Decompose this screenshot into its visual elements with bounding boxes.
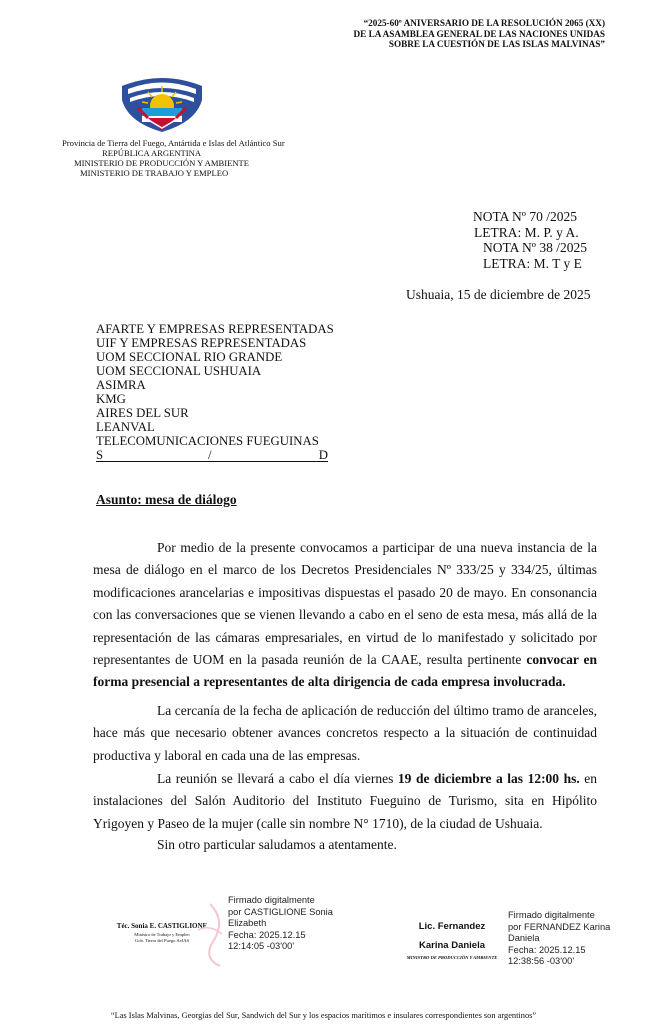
- paragraph-1: [93, 537, 597, 694]
- digital-line: Firmado digitalmente: [228, 895, 315, 905]
- recipient: TELECOMUNICACIONES FUEGUINAS: [96, 434, 319, 448]
- paragraph-bold: convocar en forma presencial a representantes de alta dirigencia de cada empresa involucrada.: [93, 652, 597, 690]
- letter-date: Ushuaia, 15 de diciembre de 2025: [406, 287, 591, 302]
- letter-ref-1: LETRA: M. P. y A.: [474, 225, 579, 240]
- motto-line: “2025-60º ANIVERSARIO DE LA RESOLUCIÓN 2065 (XX): [363, 18, 605, 28]
- recipient: UIF Y EMPRESAS REPRESENTADAS: [96, 336, 307, 350]
- ministry-line: MINISTERIO DE PRODUCCIÓN Y AMBIENTE: [74, 158, 250, 168]
- signature-name: Téc. Sonia E. CASTIGLIONE: [116, 922, 208, 930]
- signature-title: Ministro de Trabajo y Empleo: [134, 932, 190, 937]
- digital-signature-right: [508, 910, 610, 968]
- subject-line: Asunto: mesa de diálogo: [96, 492, 237, 507]
- letter-body-3: [93, 768, 597, 835]
- government-header: [62, 138, 285, 178]
- digital-line: Daniela: [508, 933, 540, 943]
- paragraph-text: Por medio de la presente convocamos a participar de una nueva instancia de la mesa de diálogo en el marco de los Decretos Presidenciales Nº 333/25 y 334/25, últimas modificaciones arancelarias e impositivas dispuestas el pasado 20 de mayo. En consonancia con las conversaciones que se vienen llevando a cabo en el seno de esta mesa, más allá de la representación de las cámaras empresariales, en virtud de lo manifestado y solicitado por representantes de UOM en la pasada reunión de la CAAE, resulta pertinente: [93, 540, 597, 668]
- signature-name: Lic. Fernandez: [418, 921, 486, 932]
- recipient: AIRES DEL SUR: [96, 406, 189, 420]
- ministry-line: MINISTERIO DE TRABAJO Y EMPLEO: [80, 168, 229, 178]
- digital-signature-left: [228, 895, 333, 953]
- recipient: KMG: [96, 392, 126, 406]
- signature-org: Gob. Tierra del Fuego AeIAS: [134, 938, 190, 943]
- letter-body-2: [93, 700, 597, 767]
- recipient-list: [96, 322, 334, 448]
- digital-line: por FERNANDEZ Karina: [508, 921, 611, 932]
- digital-line: 12:38:56 -03'00': [508, 956, 575, 966]
- note-number-1: NOTA Nº 70 /2025: [473, 209, 577, 224]
- salutation-line: [96, 448, 328, 462]
- digital-line: Firmado digitalmente: [508, 910, 595, 920]
- letter-ref-2: LETRA: M. T y E: [483, 256, 582, 271]
- letter-body-4: [93, 834, 597, 856]
- signature-right: [404, 917, 500, 960]
- closing: [93, 834, 597, 856]
- paragraph-2: [93, 700, 597, 767]
- paragraph-text: en instalaciones del Salón Auditorio del Instituto Fueguino de Turismo, sita en Hipólito Yrigoyen y Paseo de la mujer (calle sin nombre N° 1710), de la ciudad de Ushuaia.: [93, 771, 598, 831]
- letter-body: [93, 537, 597, 694]
- province-line: Provincia de Tierra del Fuego, Antártida e Islas del Atlántico Sur: [62, 138, 285, 148]
- digital-line: por CASTIGLIONE Sonia: [228, 906, 333, 917]
- digital-line: 12:14:05 -03'00': [228, 941, 295, 951]
- digital-line: Fecha: 2025.12.15: [228, 929, 306, 940]
- footer-motto: “Las Islas Malvinas, Georgias del Sur, Sandwich del Sur y los espacios marítimos e insulares correspondientes son argentinos”: [110, 1011, 537, 1020]
- paragraph-text: La reunión se llevará a cabo el día viernes: [157, 771, 398, 786]
- digital-line: Fecha: 2025.12.15: [508, 944, 586, 955]
- country-line: REPÚBLICA ARGENTINA: [102, 148, 202, 158]
- recipient: ASIMRA: [96, 378, 146, 392]
- paragraph-3: [93, 768, 597, 835]
- recipient: UOM SECCIONAL RIO GRANDE: [96, 350, 283, 364]
- recipient: LEANVAL: [96, 420, 155, 434]
- paragraph-text: La cercanía de la fecha de aplicación de reducción del último tramo de aranceles, hace más que necesario obtener avances concretos respecto a la situación de continuidad productiva y laboral en cada una de las empresas.: [93, 703, 597, 763]
- motto-line: SOBRE LA CUESTIÓN DE LAS ISLAS MALVINAS”: [388, 39, 605, 49]
- signature-title: MINISTRO DE PRODUCCIÓN Y AMBIENTE: [406, 955, 498, 960]
- meeting-date: 19 de diciembre a las 12:00 hs.: [397, 771, 580, 786]
- motto-line: DE LA ASAMBLEA GENERAL DE LAS NACIONES UNIDAS: [353, 28, 605, 39]
- signature-name: Karina Daniela: [419, 940, 485, 951]
- header-motto: [275, 18, 605, 50]
- recipient: AFARTE Y EMPRESAS REPRESENTADAS: [96, 322, 334, 336]
- provincial-crest-icon: [118, 72, 206, 136]
- closing-text: Sin otro particular saludamos a atentamente.: [157, 837, 397, 852]
- slash-mark: /: [208, 448, 212, 462]
- digital-line: Elizabeth: [228, 918, 267, 928]
- signature-mark-left-icon: [190, 900, 230, 975]
- d-mark: D: [318, 448, 328, 462]
- recipient: UOM SECCIONAL USHUAIA: [96, 364, 262, 378]
- note-number-2: NOTA Nº 38 /2025: [483, 240, 587, 255]
- s-mark: S: [96, 448, 104, 462]
